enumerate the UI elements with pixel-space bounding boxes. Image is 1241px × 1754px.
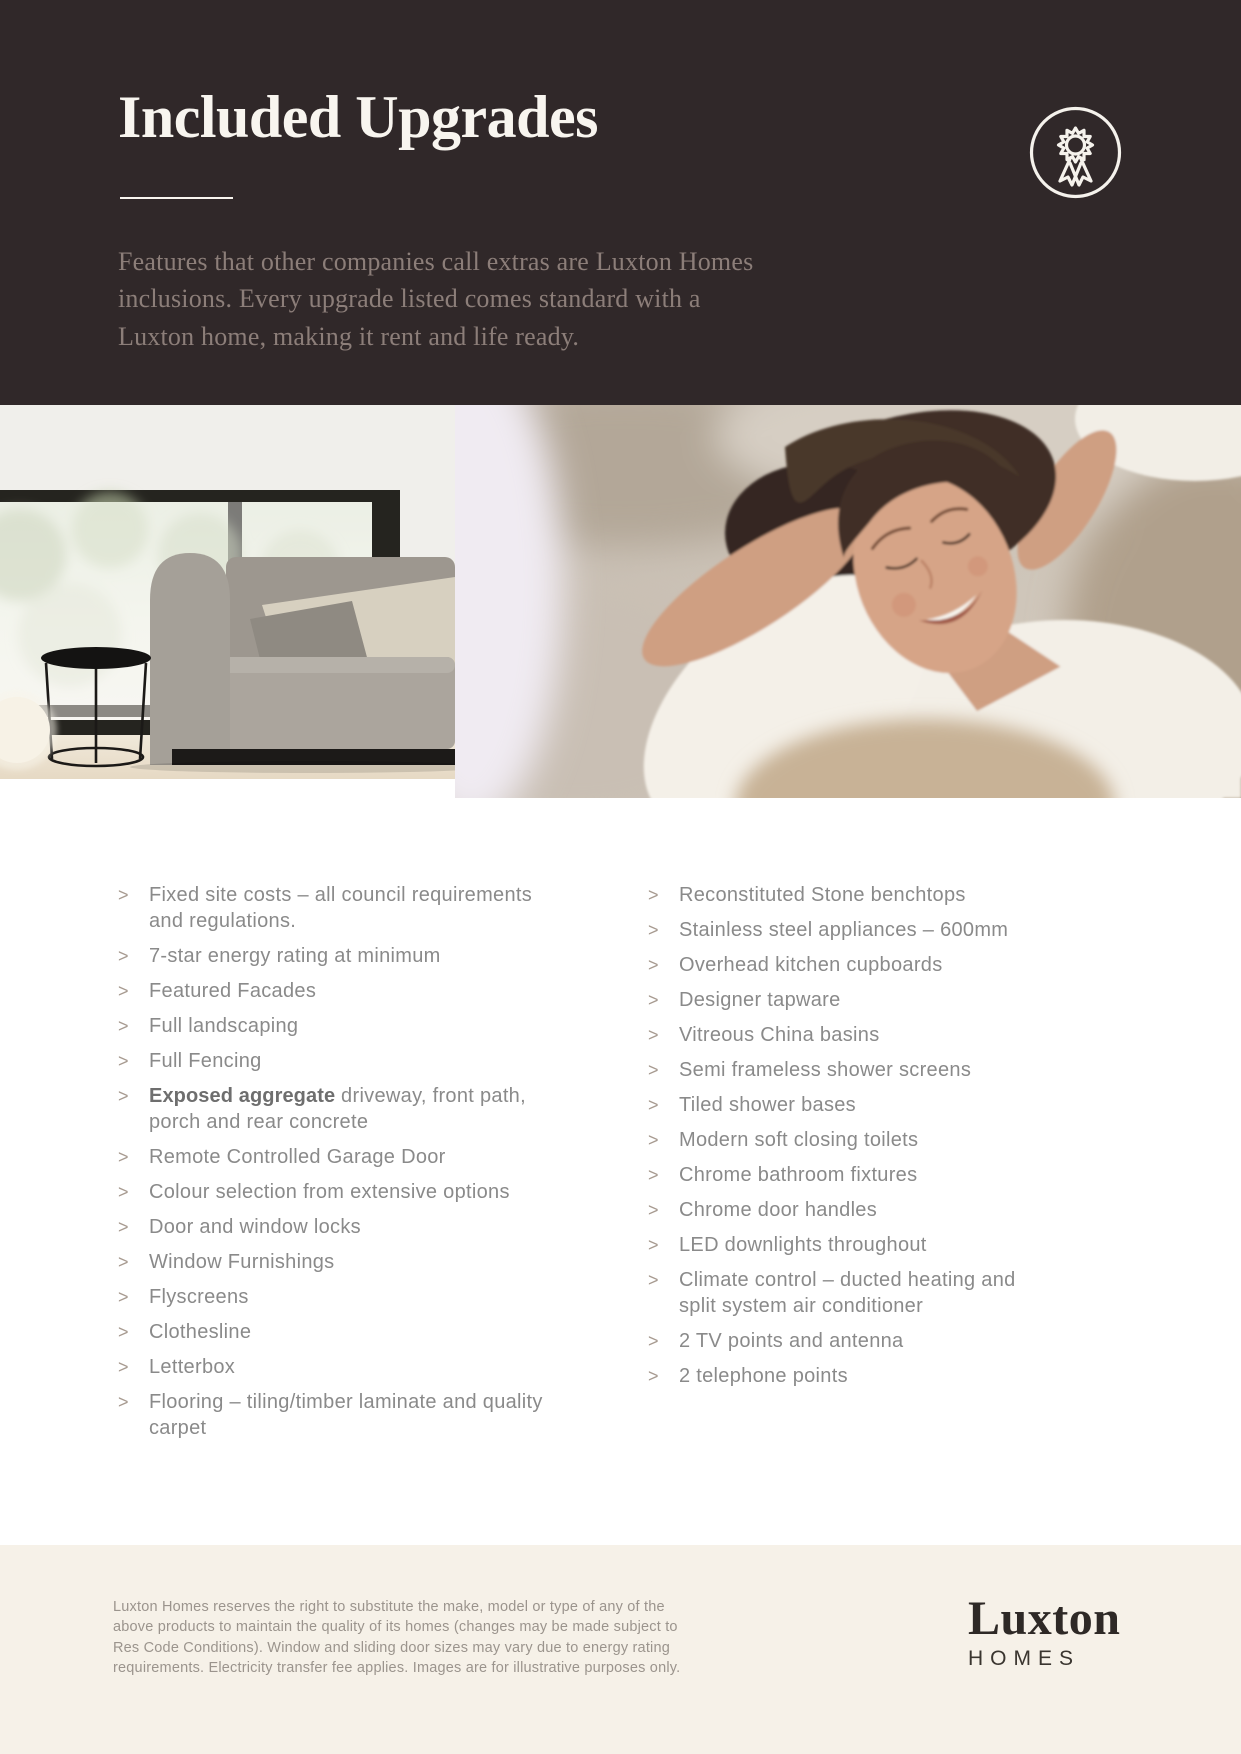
chevron-right-bullet-icon: >: [118, 1252, 129, 1272]
list-item: [648, 1057, 1078, 1083]
chevron-right-bullet-icon: >: [648, 955, 659, 975]
title-underline: [120, 197, 233, 199]
chevron-right-bullet-icon: >: [118, 1182, 129, 1202]
list-item: [648, 1022, 1078, 1048]
chevron-right-bullet-icon: >: [648, 1095, 659, 1115]
chevron-right-bullet-icon: >: [118, 1016, 129, 1036]
list-item-text: 2 TV points and antenna: [679, 1330, 904, 1352]
list-item: [648, 1232, 1078, 1258]
chevron-right-bullet-icon: >: [648, 990, 659, 1010]
chevron-right-bullet-icon: >: [118, 1392, 129, 1412]
chevron-right-bullet-icon: >: [648, 1025, 659, 1045]
header-section: [0, 0, 1241, 405]
list-item: [648, 987, 1078, 1013]
list-item: [118, 1214, 558, 1240]
list-item-text: Reconstituted Stone benchtops: [679, 884, 966, 906]
chevron-right-bullet-icon: >: [118, 1287, 129, 1307]
list-item-text: Colour selection from extensive options: [149, 1181, 510, 1203]
list-item: [118, 1319, 558, 1345]
chevron-right-bullet-icon: >: [118, 1086, 129, 1106]
list-item: [118, 978, 558, 1004]
page-title: Included Upgrades: [118, 84, 598, 150]
award-ribbon-icon-svg: [1028, 105, 1123, 200]
chevron-right-bullet-icon: >: [118, 981, 129, 1001]
list-item: [648, 882, 1078, 908]
upgrades-list-right: [648, 882, 1078, 1398]
relaxing-woman-photo: [455, 405, 1241, 798]
list-item-text: Window Furnishings: [149, 1251, 335, 1273]
list-item: [648, 1092, 1078, 1118]
list-item-text: Clothesline: [149, 1321, 252, 1343]
chevron-right-bullet-icon: >: [648, 1130, 659, 1150]
list-item-text: Fixed site costs – all council requirements and regulations.: [149, 884, 533, 932]
living-room-illustration: [0, 405, 455, 779]
list-item: [118, 1389, 558, 1441]
list-item: [118, 882, 558, 934]
list-item-text: Flooring – tiling/timber laminate and quality carpet: [149, 1391, 543, 1439]
brand-name: Luxton: [968, 1592, 1121, 1645]
list-item: [118, 1284, 558, 1310]
chevron-right-bullet-icon: >: [648, 1200, 659, 1220]
list-item-text: Tiled shower bases: [679, 1094, 856, 1116]
list-item-text: LED downlights throughout: [679, 1234, 927, 1256]
disclaimer-text: Luxton Homes reserves the right to substitute the make, model or type of any of the above products to maintain the quality of its homes (changes may be made subject to Res Code Conditions). Window and sliding door sizes may vary due to energy rating requirements. Electricity transfer fee applies. Images are for illustrative purposes only.: [113, 1599, 681, 1676]
chevron-right-bullet-icon: >: [648, 1165, 659, 1185]
list-item: [118, 943, 558, 969]
list-item-text: Vitreous China basins: [679, 1024, 880, 1046]
list-item: [648, 917, 1078, 943]
list-item-text: Modern soft closing toilets: [679, 1129, 919, 1151]
chevron-right-bullet-icon: >: [648, 1060, 659, 1080]
living-room-photo: [0, 405, 455, 779]
list-item-text: Full landscaping: [149, 1015, 299, 1037]
chevron-right-bullet-icon: >: [118, 885, 129, 905]
chevron-right-bullet-icon: >: [118, 1217, 129, 1237]
chevron-right-bullet-icon: >: [648, 920, 659, 940]
list-item: [118, 1013, 558, 1039]
list-item: [118, 1048, 558, 1074]
list-item: [118, 1083, 558, 1135]
chevron-right-bullet-icon: >: [118, 1322, 129, 1342]
list-item-text: Letterbox: [149, 1356, 236, 1378]
list-item-text: Climate control – ducted heating and split system air conditioner: [679, 1269, 1016, 1317]
list-item-text: Chrome bathroom fixtures: [679, 1164, 918, 1186]
list-item: [648, 1363, 1078, 1389]
list-item: [648, 1328, 1078, 1354]
list-item-text: 2 telephone points: [679, 1365, 848, 1387]
chevron-right-bullet-icon: >: [648, 1366, 659, 1386]
chevron-right-bullet-icon: >: [118, 946, 129, 966]
list-item-text: Full Fencing: [149, 1050, 262, 1072]
chevron-right-bullet-icon: >: [648, 1270, 659, 1290]
list-item: [648, 952, 1078, 978]
list-item: [118, 1249, 558, 1275]
intro-text: Features that other companies call extras are Luxton Homes inclusions. Every upgrade listed comes standard with a Luxton home, making it rent and life ready.: [118, 247, 754, 351]
list-item: [118, 1354, 558, 1380]
list-item: [648, 1162, 1078, 1188]
list-item: [118, 1179, 558, 1205]
footer: [0, 1545, 1241, 1754]
list-item-text: Exposed aggregate driveway, front path, porch and rear concrete: [149, 1085, 526, 1133]
list-item-text: Flyscreens: [149, 1286, 249, 1308]
chevron-right-bullet-icon: >: [118, 1147, 129, 1167]
relaxing-woman-illustration: [455, 405, 1241, 798]
list-item-text: Featured Facades: [149, 980, 317, 1002]
list-item-text: Chrome door handles: [679, 1199, 878, 1221]
list-item-text: Door and window locks: [149, 1216, 361, 1238]
list-item-text: 7-star energy rating at minimum: [149, 945, 441, 967]
chevron-right-bullet-icon: >: [648, 885, 659, 905]
list-item: [648, 1197, 1078, 1223]
list-item-text: Designer tapware: [679, 989, 841, 1011]
chevron-right-bullet-icon: >: [118, 1357, 129, 1377]
brand-type: HOMES: [968, 1647, 1081, 1671]
chevron-right-bullet-icon: >: [118, 1051, 129, 1071]
list-item-emphasis: Exposed aggregate: [149, 1085, 336, 1107]
list-item-text: Remote Controlled Garage Door: [149, 1146, 446, 1168]
list-item: [648, 1127, 1078, 1153]
brand-logo: [968, 1592, 1121, 1671]
award-ribbon-icon: [1028, 105, 1123, 200]
list-item-text: Semi frameless shower screens: [679, 1059, 972, 1081]
list-item-text: Stainless steel appliances – 600mm: [679, 919, 1009, 941]
upgrades-list-left: [118, 882, 558, 1450]
list-item: [648, 1267, 1078, 1319]
list-item: [118, 1144, 558, 1170]
chevron-right-bullet-icon: >: [648, 1235, 659, 1255]
chevron-right-bullet-icon: >: [648, 1331, 659, 1351]
list-item-text: Overhead kitchen cupboards: [679, 954, 943, 976]
